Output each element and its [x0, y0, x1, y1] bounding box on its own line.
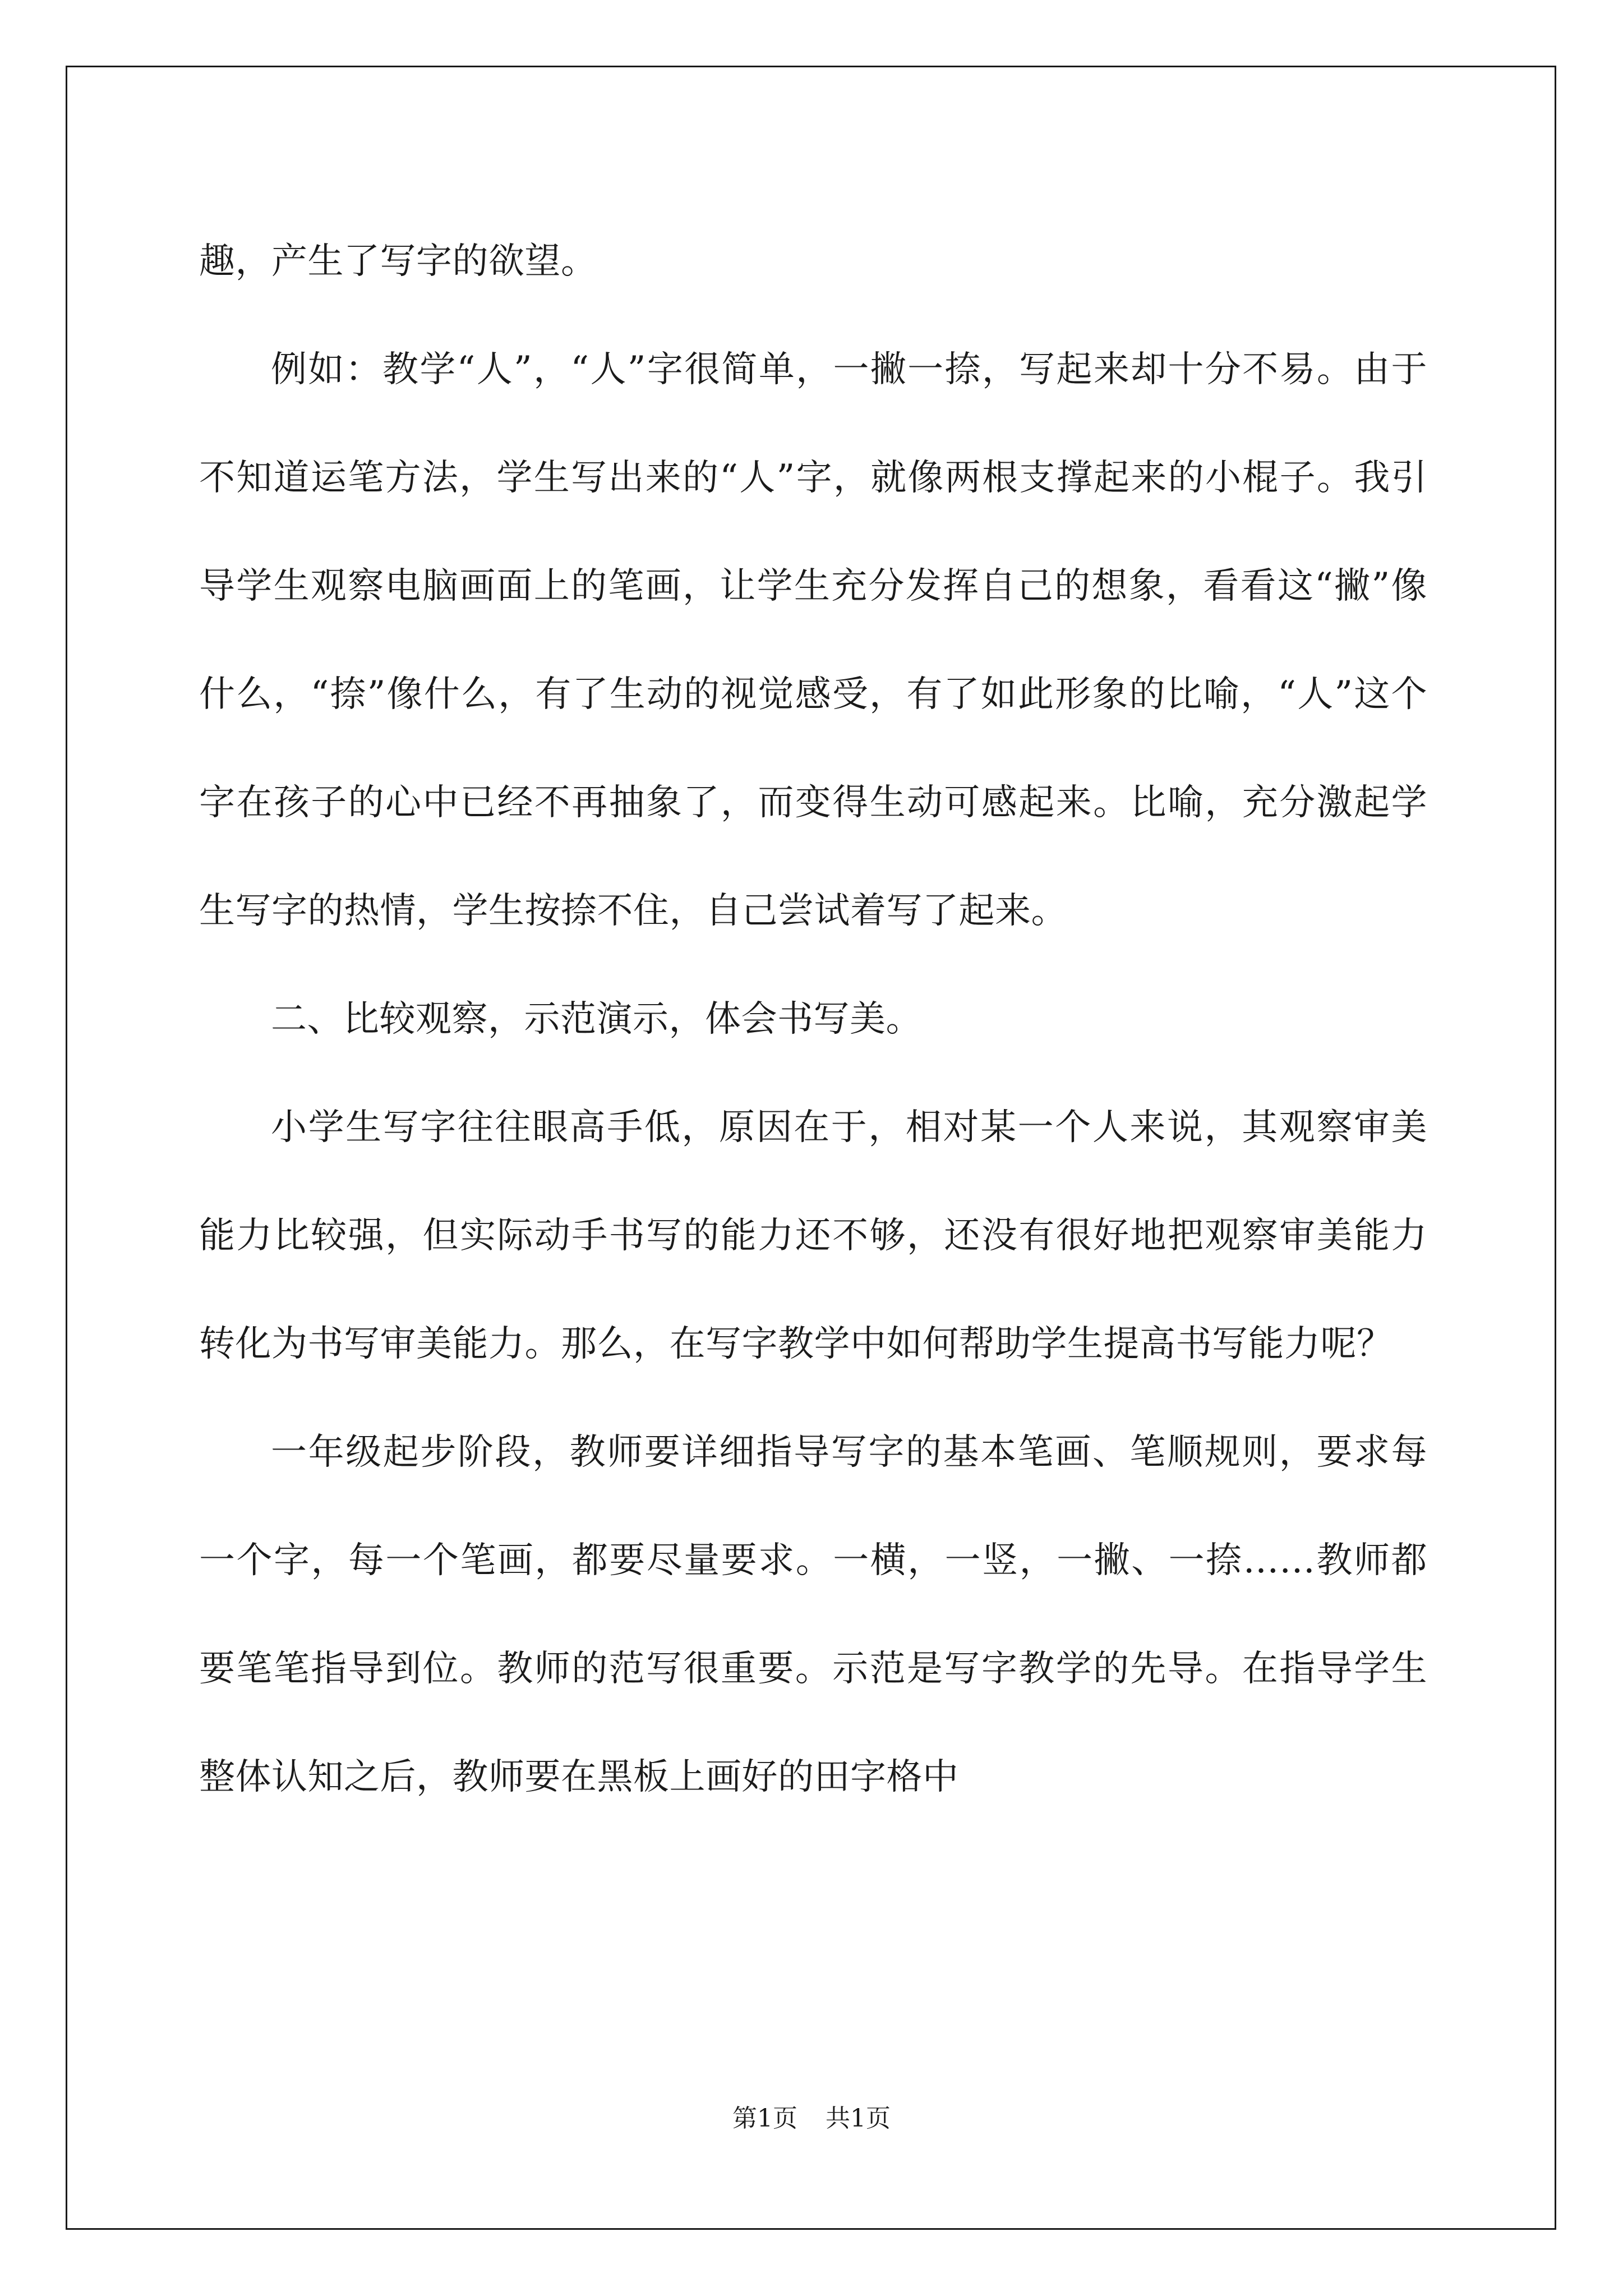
page-total: 共1页 — [826, 2104, 891, 2133]
paragraph-observation: 小学生写字往往眼高手低，原因在于，相对某一个人来说，其观察审美能力比较强，但实际动手书写的能力还不够，还没有很好地把观察审美能力转化为书写审美能力。那么，在写字教学中如何帮助学生提高书写能力呢？ — [199, 1107, 1427, 1365]
page-number: 第1页 — [732, 2104, 797, 2133]
paragraph-example-ren: 例如：教学“人”，“人”字很简单，一撇一捺，写起来却十分不易。由于不知道运笔方法，学生写出来的“人”字，就像两根支撑起来的小棍子。我引导学生观察电脑画面上的笔画，让学生充分发挥自己的想象，看看这“撇”像什么，“捺”像什么，有了生动的视觉感受，有了如此形象的比喻，“人”这个字在孩子的心中已经不再抽象了，而变得生动可感起来。比喻，充分激起学生写字的热情，学生按捺不住，自己尝试着写了起来。 — [199, 349, 1427, 932]
page-footer — [0, 2098, 1623, 2134]
paragraph-grade-one: 一年级起步阶段，教师要详细指导写字的基本笔画、笔顺规则，要求每一个字，每一个笔画，都要尽量要求。一横，一竖，一撇、一捺……教师都要笔笔指导到位。教师的范写很重要。示范是写字教学的先导。在指导学生整体认知之后，教师要在黑板上画好的田字格中 — [199, 1432, 1427, 1798]
paragraph-continuation: 趣，产生了写字的欲望。 — [199, 241, 597, 282]
document-body — [199, 208, 1427, 1832]
section-heading-2: 二、比较观察，示范演示，体会书写美。 — [271, 999, 922, 1040]
